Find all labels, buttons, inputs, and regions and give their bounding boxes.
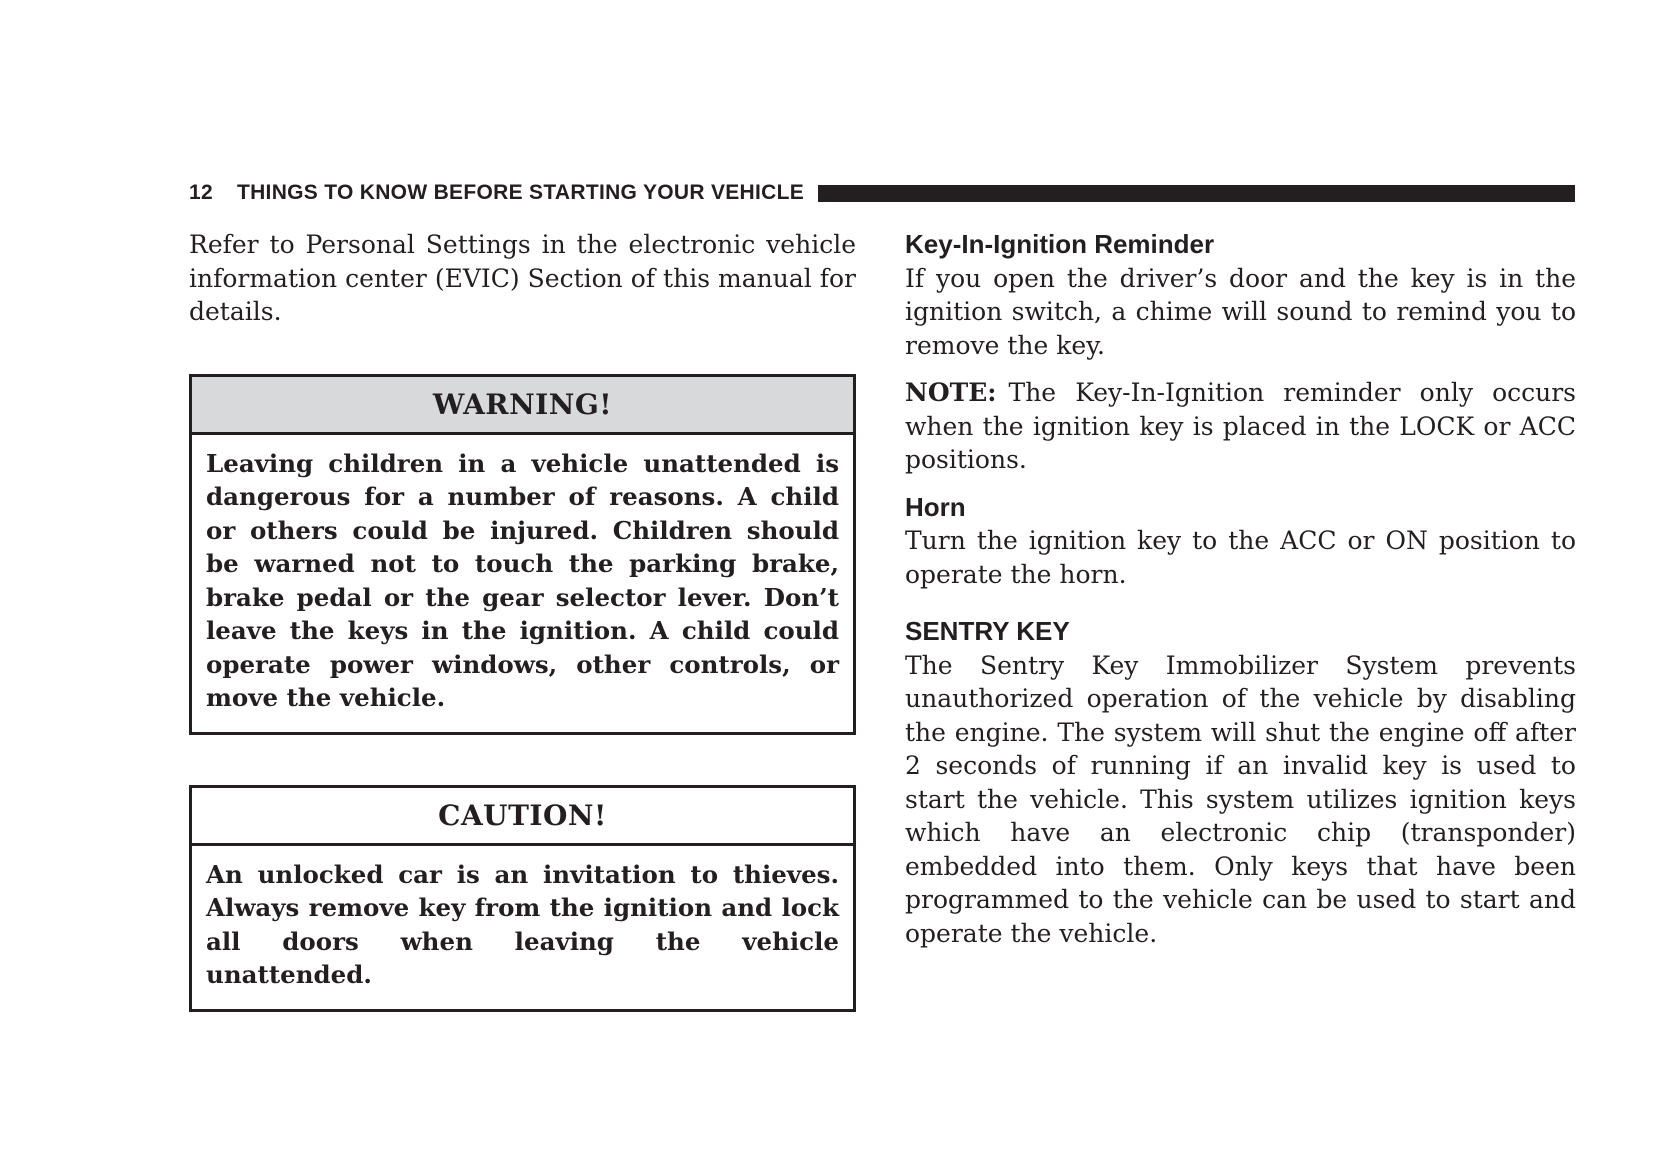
- section-title: THINGS TO KNOW BEFORE STARTING YOUR VEHICLE: [236, 181, 805, 204]
- note-label: NOTE:: [905, 378, 997, 407]
- right-column: [905, 228, 1576, 950]
- note-paragraph: [905, 376, 1576, 477]
- header-rule: [818, 185, 1575, 202]
- intro-paragraph: Refer to Personal Settings in the electronic vehicle information center (EVIC) Section of this manual for details.: [189, 230, 856, 326]
- key-reminder-heading: Key-In-Ignition Reminder: [905, 229, 1215, 259]
- sentry-key-heading: SENTRY KEY: [905, 616, 1070, 646]
- left-column: [189, 228, 856, 1012]
- caution-title: CAUTION!: [192, 788, 853, 846]
- page-number: 12: [189, 181, 213, 204]
- caution-text: An unlocked car is an invitation to thieves. Always remove key from the ignition and lock all doors when leaving the vehicle unattended.: [206, 859, 839, 989]
- note-text: The Key-In-Ignition reminder only occurs when the ignition key is placed in the LOCK or ACC positions.: [905, 378, 1576, 474]
- key-reminder-text: If you open the driver’s door and the key is in the ignition switch, a chime will sound to remind you to remove the key.: [905, 263, 1576, 360]
- page-header: [189, 180, 1575, 206]
- caution-box: [189, 785, 856, 1012]
- warning-text: Leaving children in a vehicle unattended is dangerous for a number of reasons. A child or others could be injured. Children should be warned not to touch the parking brake, brake pedal or the gear selector lever. Don’t leave the keys in the ignition. A child could operate power windows, other controls, or move the vehicle.: [206, 448, 839, 712]
- warning-title: WARNING!: [192, 377, 853, 435]
- horn-text: Turn the ignition key to the ACC or ON position to operate the horn.: [905, 526, 1576, 589]
- warning-box: [189, 374, 856, 735]
- horn-heading: Horn: [905, 491, 966, 522]
- sentry-key-text: The Sentry Key Immobilizer System prevents unauthorized operation of the vehicle by disabling the engine. The system will shut the engine off after 2 seconds of running if an invalid key is used to start the vehicle. This system utilizes ignition keys which have an electronic chip (transponder) embedded into them. Only keys that have been programmed to the vehicle can be used to start and operate the vehicle.: [905, 650, 1576, 948]
